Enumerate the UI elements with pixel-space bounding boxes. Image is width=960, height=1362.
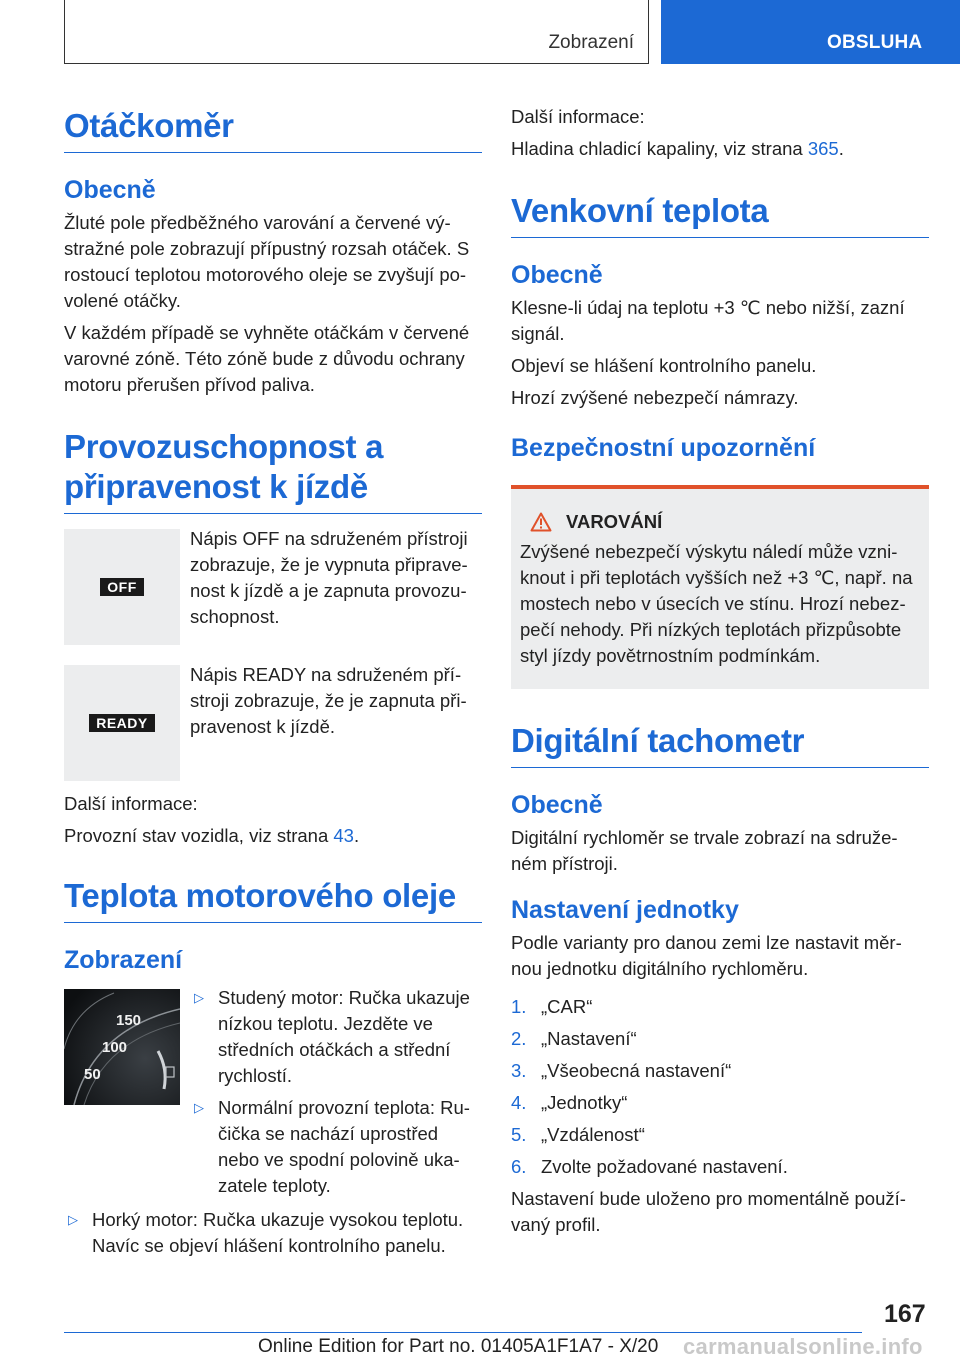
list-item: 5. „Vzdálenost“ [511, 1124, 645, 1145]
paragraph: Žluté pole předběžného varování a červené vý-stražné pole zobrazují přípustný rozsah otáček. S rostoucí teplotou motorového oleje se zvyšují po-volené otáčky. [64, 212, 470, 311]
figure-row-ready [64, 665, 482, 781]
subsection-safety-notice: Bezpečnostní upozornění [511, 434, 816, 462]
figure-row-gauge [64, 989, 482, 1199]
gauge-mark: 50 [84, 1066, 101, 1083]
figure-caption: Nápis OFF na sdruženém přístroji zobrazuje, že je vypnuta připrave-nost k jízdě a je zapnuta provozu-schopnost. [190, 528, 468, 627]
off-indicator-image [64, 529, 180, 645]
section-title-oil-temperature: Teplota motorového oleje [64, 876, 482, 923]
edition-info: Online Edition for Part no. 01405A1F1A7 - X/20 [258, 1336, 659, 1357]
gauge-bullet-list [190, 985, 482, 1199]
warning-box [511, 485, 929, 689]
list-item: ▷ Normální provozní teplota: Ru-čička se nachází uprostřed nebo ve spodní polovině uka-zatele teploty. [190, 1095, 482, 1199]
figure-caption: Nápis READY na sdruženém pří-stroji zobrazuje, že je zapnuta při-pravenost k jízdě. [190, 664, 467, 737]
section-title-digital-speedometer: Digitální tachometr [511, 721, 929, 768]
oil-temperature-gauge-image [64, 989, 180, 1105]
header-section-tab [64, 0, 649, 64]
warning-title: VAROVÁNÍ [530, 511, 920, 533]
paragraph: Hrozí zvýšené nebezpečí námrazy. [511, 387, 799, 408]
steps-list [511, 994, 929, 1180]
paragraph: Digitální rychloměr se trvale zobrazí na sdruže-ném přístroji. [511, 827, 898, 874]
header-chapter-tab [661, 0, 960, 64]
section-title-tachometer: Otáčkoměr [64, 106, 482, 153]
list-item: 3. „Všeobecná nastavení“ [511, 1060, 732, 1081]
page-link[interactable]: 43 [333, 825, 354, 846]
warning-triangle-icon [530, 512, 552, 532]
list-item: 2. „Nastavení“ [511, 1028, 637, 1049]
gauge-mark: 150 [116, 1012, 142, 1029]
paragraph: Klesne-li údaj na teplotu +3 ℃ nebo nižší, zazní signál. [511, 297, 905, 344]
list-item: ▷ Horký motor: Ručka ukazuje vysokou teplotu. Navíc se objeví hlášení kontrolního panelu. [64, 1207, 482, 1259]
more-info-label: Další informace: [511, 106, 645, 127]
subsection-display: Zobrazení [64, 946, 183, 974]
gauge-mark: 100 [102, 1039, 128, 1056]
more-info-label: Další informace: [64, 793, 198, 814]
paragraph: Nastavení bude uloženo pro momentálně použí-vaný profil. [511, 1188, 906, 1235]
ready-indicator-image [64, 665, 180, 781]
footer-divider [64, 1332, 862, 1333]
page-reference: Provozní stav vozidla, viz strana 43. [64, 825, 360, 846]
section-title-outside-temperature: Venkovní teplota [511, 191, 929, 238]
section-title-readiness: Provozuschopnost a připravenost k jízdě [64, 427, 482, 514]
subsection-unit-setting: Nastavení jednotky [511, 896, 739, 924]
list-item: 6. Zvolte požadované nastavení. [511, 1156, 788, 1177]
bullet-list [64, 1207, 482, 1259]
subsection-general: Obecně [64, 176, 156, 204]
gauge-icon [64, 989, 180, 1105]
warning-text: Zvýšené nebezpečí výskytu náledí může vzni-knout i při teplotách vyšších než +3 ℃, např. na mostech nebo v úsecích ve stínu. Hrozí nebez-pečí nehody. Při nízkých teplotách přizpůsobte styl jízdy povětrnostním podmínkám. [520, 541, 913, 666]
header-section-label: Zobrazení [548, 32, 634, 53]
list-item: ▷ Studený motor: Ručka ukazuje nízkou teplotu. Jezděte ve středních otáčkách a střední rychlostí. [190, 985, 482, 1089]
paragraph: V každém případě se vyhněte otáčkám v červené varovné zóně. Této zóně bude z důvodu ochrany motoru přerušen přívod paliva. [64, 322, 470, 395]
paragraph: Podle varianty pro danou zemi lze nastavit měr-nou jednotku digitálního rychloměru. [511, 932, 902, 979]
list-item: 4. „Jednotky“ [511, 1092, 628, 1113]
left-column [64, 100, 482, 1259]
off-label: OFF [100, 578, 144, 596]
list-item: 1. „CAR“ [511, 996, 593, 1017]
watermark: carmanualsonline.info [683, 1334, 923, 1359]
page-reference: Hladina chladicí kapaliny, viz strana 365. [511, 138, 844, 159]
paragraph: Objeví se hlášení kontrolního panelu. [511, 355, 817, 376]
right-column [511, 100, 929, 1238]
page-number: 167 [884, 1300, 926, 1328]
subsection-general: Obecně [511, 261, 603, 289]
page-link[interactable]: 365 [807, 138, 839, 159]
subsection-general: Obecně [511, 791, 603, 819]
header-chapter-label: OBSLUHA [827, 32, 923, 53]
figure-row-off [64, 529, 482, 645]
ready-label: READY [89, 714, 155, 732]
